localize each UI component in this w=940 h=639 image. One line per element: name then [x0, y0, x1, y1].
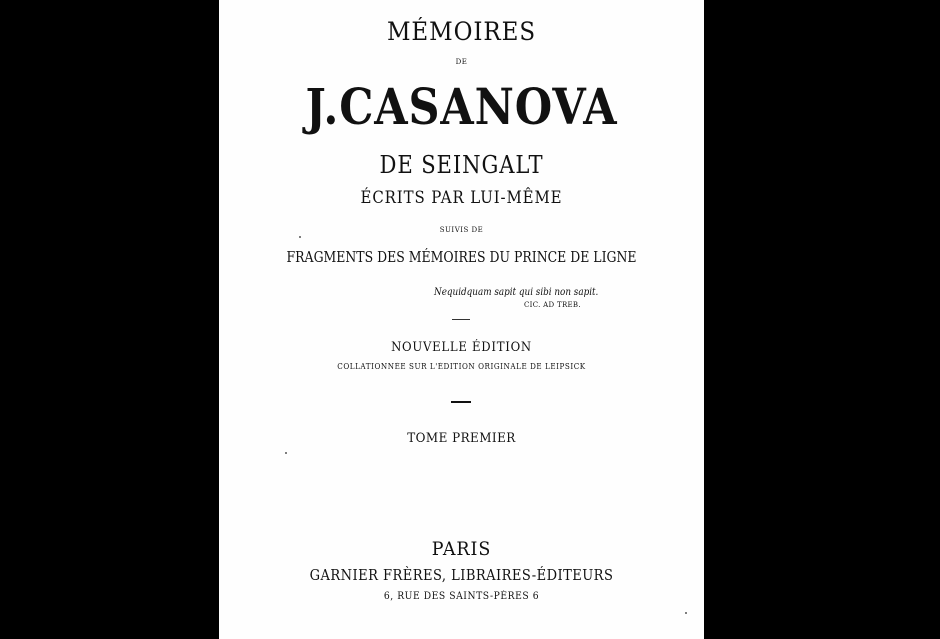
followed-by-label: SUIVIS DE — [439, 226, 484, 234]
book-title-page — [219, 0, 704, 639]
author-name: J.CASANOVA — [305, 77, 618, 136]
paper-speck — [285, 452, 287, 454]
paper-speck — [685, 612, 687, 614]
volume-label: TOME PREMIER — [407, 431, 516, 446]
imprint-city: PARIS — [431, 538, 492, 560]
book-subtitle: ÉCRITS PAR LUI-MÊME — [360, 188, 563, 208]
imprint-address: 6, RUE DES SAINTS-PÈRES 6 — [383, 591, 540, 602]
author-suffix: DE SEINGALT — [379, 151, 544, 179]
epigraph-quote: Nequidquam sapit qui sibi non sapit. — [434, 287, 599, 298]
divider-rule — [451, 401, 471, 403]
collation-note: COLLATIONNÉE SUR L'ÉDITION ORIGINALE DE LEIPSICK — [337, 362, 586, 371]
epigraph-source: CIC. AD TREB. — [524, 301, 581, 309]
supplement-title: FRAGMENTS DES MÉMOIRES DU PRINCE DE LIGNE — [286, 250, 637, 266]
imprint-publisher: GARNIER FRÈRES, LIBRAIRES-ÉDITEURS — [309, 568, 614, 584]
edition-label: NOUVELLE ÉDITION — [391, 340, 532, 355]
book-title: MÉMOIRES — [386, 17, 537, 46]
divider-rule — [452, 319, 470, 320]
preposition-de: DE — [455, 58, 468, 66]
paper-speck — [299, 236, 301, 238]
